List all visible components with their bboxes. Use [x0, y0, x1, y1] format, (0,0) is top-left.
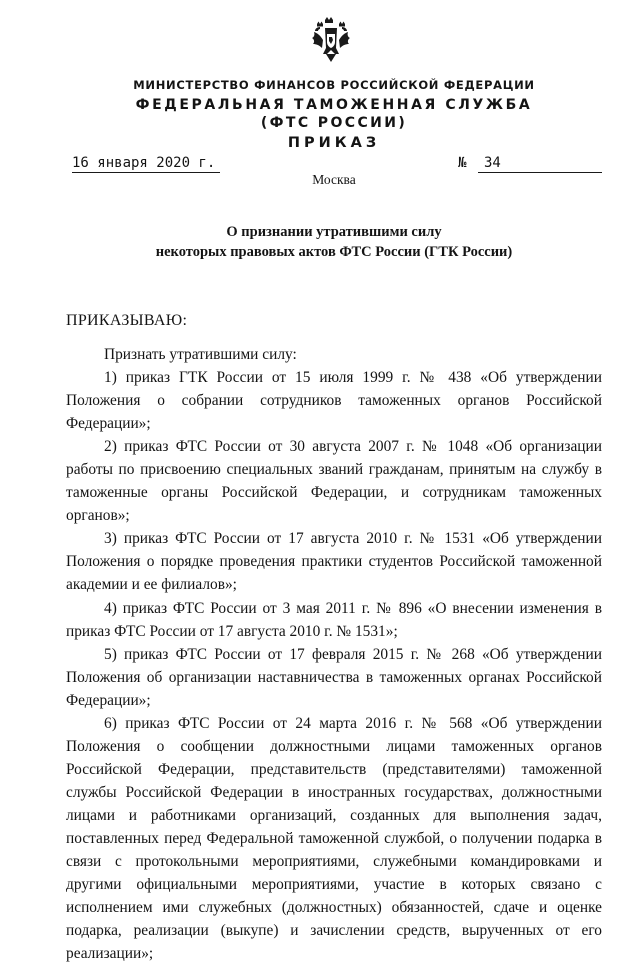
list-item: 1) приказ ГТК России от 15 июля 1999 г. № 438 «Об утверждении Положения о собрании сотрудников таможенных органов Российской Федерации»;: [66, 369, 602, 433]
order-title-line-2: некоторых правовых актов ФТС России (ГТК России): [155, 244, 513, 260]
order-title-line-1: О признании утратившими силу: [226, 224, 442, 240]
document-type: ПРИКАЗ: [287, 135, 381, 151]
list-item: 4) приказ ФТС России от 3 мая 2011 г. № 896 «О внесении изменения в приказ ФТС России от 17 августа 2010 г. № 1531»;: [66, 599, 602, 640]
ministry-name: МИНИСТЕРСТВО ФИНАНСОВ РОССИЙСКОЙ ФЕДЕРАЦИИ: [133, 78, 535, 92]
order-number: 34: [478, 155, 602, 173]
order-body: [66, 343, 602, 965]
order-number-label: №: [458, 155, 467, 171]
list-item: 5) приказ ФТС России от 17 февраля 2015 г. № 268 «Об утверждении Положения об организации наставничества в таможенных органах Российской Федерации»;: [66, 645, 602, 709]
list-item: 2) приказ ФТС России от 30 августа 2007 г. № 1048 «Об организации работы по присвоению специальных званий гражданам, принятым на службу в таможенные органы Российской Федерации, и сотрудникам таможенных органов»;: [66, 438, 602, 525]
order-verb: ПРИКАЗЫВАЮ:: [66, 312, 188, 329]
service-name: ФЕДЕРАЛЬНАЯ ТАМОЖЕННАЯ СЛУЖБА: [135, 97, 533, 113]
order-intro: Признать утратившими силу:: [104, 346, 297, 363]
coat-of-arms-icon: [311, 16, 351, 64]
service-abbreviation: (ФТС РОССИИ): [260, 115, 408, 131]
order-date: 16 января 2020 г.: [72, 155, 220, 173]
list-item: 3) приказ ФТС России от 17 августа 2010 г. № 1531 «Об утверждении Положения о порядке проведения практики студентов Российской таможенной академии и ее филиалов»;: [66, 530, 602, 594]
list-item: 6) приказ ФТС России от 24 марта 2016 г. № 568 «Об утверждении Положения о сообщении должностными лицами таможенных органов Российской Федерации, представительств (представителями) таможенной службы Российской Федерации в иностранных государствах, должностными лицами и работниками организаций, созданных для выполнения задач, поставленных перед Федеральной таможенной службой, о получении подарка в связи с протокольными мероприятиями, служебными командировками и другими официальными мероприятиями, участие в которых связано с исполнением ими служебных (должностных) обязанностей, сдаче и оценке подарка, реализации (выкупе) и зачислении средств, вырученных от его реализации»;: [66, 714, 602, 963]
city: Москва: [312, 172, 356, 187]
